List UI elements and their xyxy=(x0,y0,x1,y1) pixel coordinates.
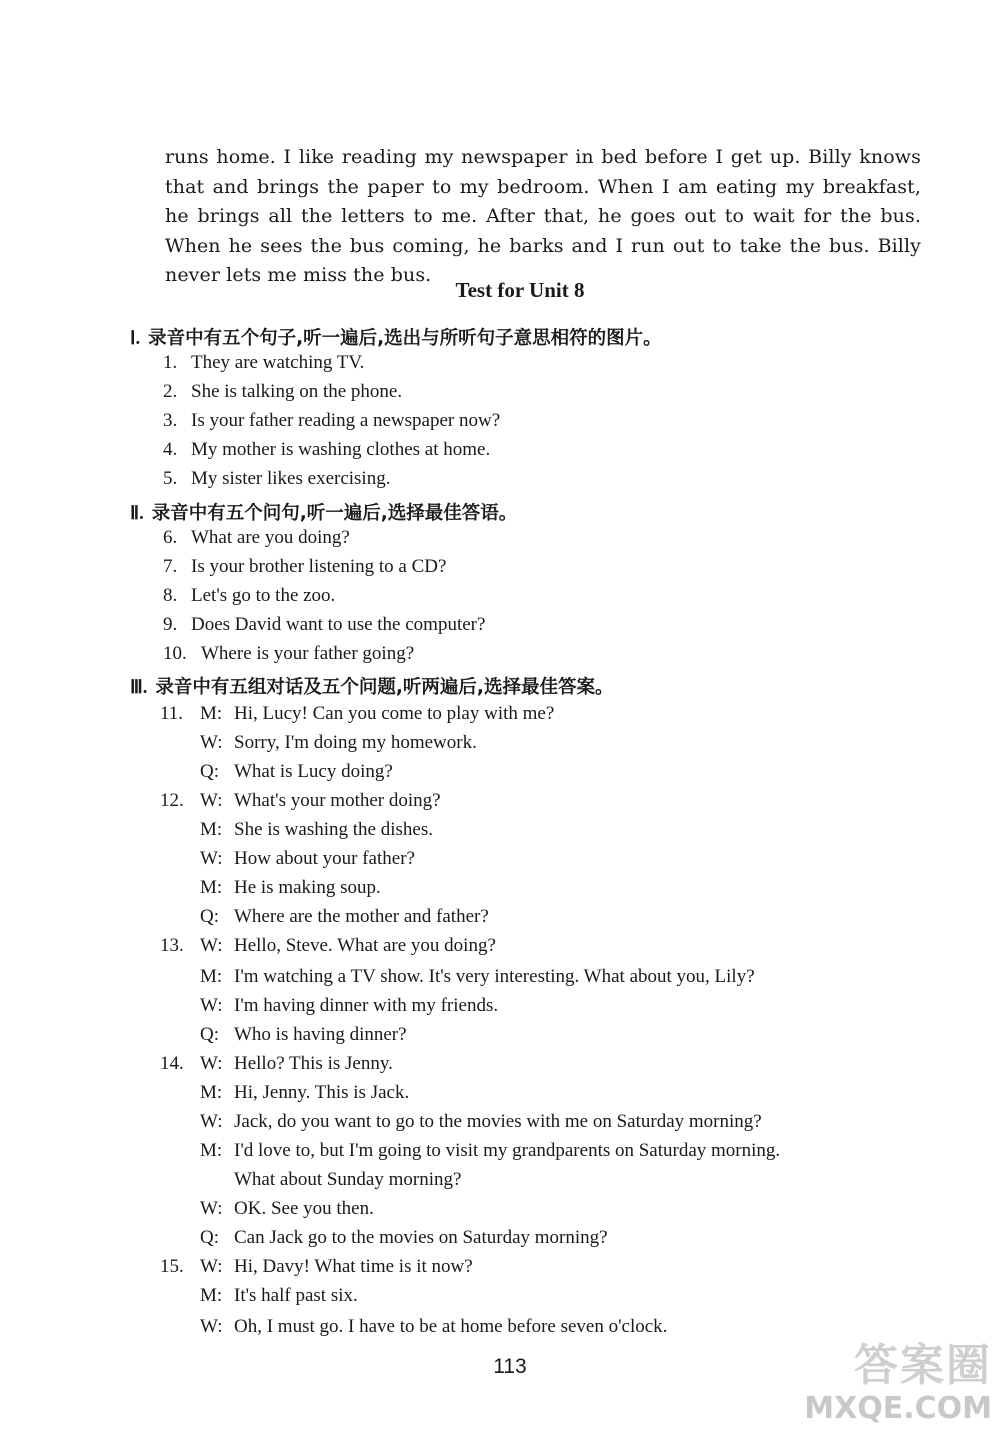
dialogue-line: W: Sorry, I'm doing my homework. xyxy=(200,732,477,753)
dialogue-line: W: Oh, I must go. I have to be at home before seven o'clock. xyxy=(200,1316,668,1337)
dialogue-line: M: I'd love to, but I'm going to visit my grandparents on Saturday morning. xyxy=(200,1140,781,1161)
watermark-url: MXQE.COM xyxy=(804,1391,992,1426)
section-number: Ⅰ. xyxy=(130,329,141,349)
dialogue-line: M: She is washing the dishes. xyxy=(200,819,433,840)
site-watermark xyxy=(798,1340,998,1432)
dialogue-line: W: How about your father? xyxy=(200,848,415,869)
dialogue-line: Q: Who is having dinner? xyxy=(200,1024,407,1045)
page-number: 113 xyxy=(493,1355,527,1378)
list-item: 7. Is your brother listening to a CD? xyxy=(163,556,447,577)
dialogue-line: M: It's half past six. xyxy=(200,1285,358,1306)
list-item: 8. Let's go to the zoo. xyxy=(163,585,336,606)
section-number: Ⅲ. xyxy=(130,678,148,698)
list-item: 2. She is talking on the phone. xyxy=(163,381,403,402)
section-heading-2 xyxy=(130,499,517,525)
list-item: 3. Is your father reading a newspaper now? xyxy=(163,410,501,431)
dialogue-line: M: Hi, Jenny. This is Jack. xyxy=(200,1082,410,1103)
watermark-logo-text: 答案圈 xyxy=(854,1340,992,1391)
dialogue-line: 11. M: Hi, Lucy! Can you come to play with me? xyxy=(160,703,555,724)
dialogue-line: What about Sunday morning? xyxy=(234,1169,462,1190)
section-instruction: 录音中有五组对话及五个问题,听两遍后,选择最佳答案。 xyxy=(155,677,614,698)
dialogue-line: Q: What is Lucy doing? xyxy=(200,761,393,782)
dialogue-line: M: I'm watching a TV show. It's very interesting. What about you, Lily? xyxy=(200,966,755,987)
list-item: 1. They are watching TV. xyxy=(163,352,365,373)
section-heading-1 xyxy=(130,324,662,350)
list-item: 9. Does David want to use the computer? xyxy=(163,614,486,635)
dialogue-line: 15. W: Hi, Davy! What time is it now? xyxy=(160,1256,473,1277)
dialogue-line: 12. W: What's your mother doing? xyxy=(160,790,441,811)
dialogue-line: M: He is making soup. xyxy=(200,877,381,898)
section-instruction: 录音中有五个句子,听一遍后,选出与所听句子意思相符的图片。 xyxy=(148,328,662,349)
dialogue-line: 13. W: Hello, Steve. What are you doing? xyxy=(160,935,496,956)
test-title: Test for Unit 8 xyxy=(455,278,585,302)
intro-paragraph: runs home. I like reading my newspaper in bed before I get up. Billy knows that and brings the paper to my bedroom. When I am eating my breakfast, he brings all the letters to me. After that, he goes out to wait for the bus. When he sees the bus coming, he barks and I run out to take the bus. Billy never lets me miss the bus. xyxy=(165,146,921,286)
dialogue-line: 14. W: Hello? This is Jenny. xyxy=(160,1053,393,1074)
section-heading-3 xyxy=(130,673,613,699)
list-item: 4. My mother is washing clothes at home. xyxy=(163,439,491,460)
section-number: Ⅱ. xyxy=(130,504,144,524)
dialogue-line: W: I'm having dinner with my friends. xyxy=(200,995,499,1016)
dialogue-line: W: Jack, do you want to go to the movies with me on Saturday morning? xyxy=(200,1111,762,1132)
list-item: 5. My sister likes exercising. xyxy=(163,468,391,489)
dialogue-line: W: OK. See you then. xyxy=(200,1198,374,1219)
dialogue-line: Q: Where are the mother and father? xyxy=(200,906,489,927)
list-item: 6. What are you doing? xyxy=(163,527,350,548)
list-item: 10. Where is your father going? xyxy=(163,643,415,664)
dialogue-line: Q: Can Jack go to the movies on Saturday morning? xyxy=(200,1227,608,1248)
section-instruction: 录音中有五个问句,听一遍后,选择最佳答语。 xyxy=(151,503,518,524)
